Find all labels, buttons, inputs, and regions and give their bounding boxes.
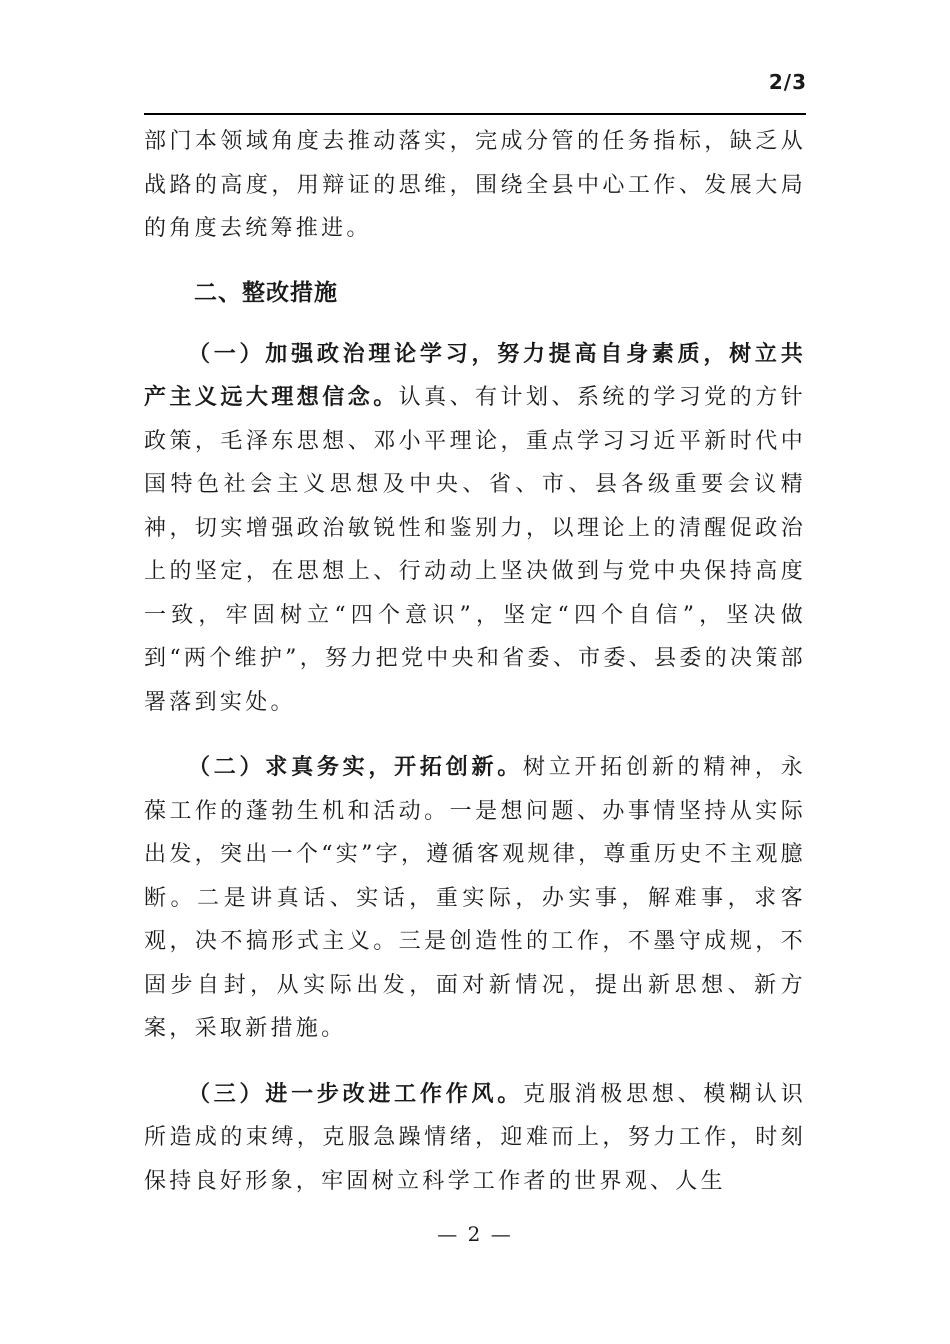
section-heading: 二、整改措施	[194, 279, 338, 306]
measure-paragraph-2	[144, 746, 806, 1051]
measure-text-1: 认真、有计划、系统的学习党的方针政策，毛泽东思想、邓小平理论，重点学习习近平新时代中国特色社会主义思想及中央、省、市、县各级重要会议精神，切实增强政治敏锐性和鉴别力，以理论上的清醒促政治上的坚定，在思想上、行动动上坚决做到与党中央保持高度一致，牢固树立“四个意识”，坚定“四个自信”，坚决做到“两个维护”，努力把党中央和省委、市委、县委的决策部署落到实处。	[144, 385, 806, 715]
page-indicator: 2/3	[768, 70, 807, 94]
measure-text-2: 树立开拓创新的精神，永葆工作的蓬勃生机和活动。一是想问题、办事情坚持从实际出发，突出一个“实”字，遵循客观规律，尊重历史不主观臆断。二是讲真话、实话，重实际，办实事，解难事，求客观，决不搞形式主义。三是创造性的工作，不墨守成规，不固步自封，从实际出发，面对新情况，提出新思想、新方案，采取新措施。	[144, 755, 806, 1041]
measure-paragraph-3	[144, 1073, 806, 1204]
continuation-paragraph: 部门本领域角度去推动落实，完成分管的任务指标，缺乏从战路的高度，用辩证的思维，围绕全县中心工作、发展大局的角度去统筹推进。	[144, 129, 806, 241]
measure-heading-2: （二）求真务实，开拓创新。	[188, 755, 523, 780]
header-rule	[144, 113, 806, 115]
measure-heading-1: （一）加强政治理论学习，努力提高自身素质，树立共产主义远大理想信念。	[144, 341, 806, 410]
measure-heading-3: （三）进一步改进工作作风。	[188, 1081, 523, 1107]
footer-page-number: — 2 —	[437, 1222, 513, 1246]
document-body	[144, 120, 806, 1203]
measure-text-3: 克服消极思想、模糊认识所造成的束缚，克服急躁情绪，迎难而上，努力工作，时刻保持良好形象，牢固树立科学工作者的世界观、人生	[144, 1081, 806, 1194]
measure-paragraph-1	[144, 333, 806, 725]
